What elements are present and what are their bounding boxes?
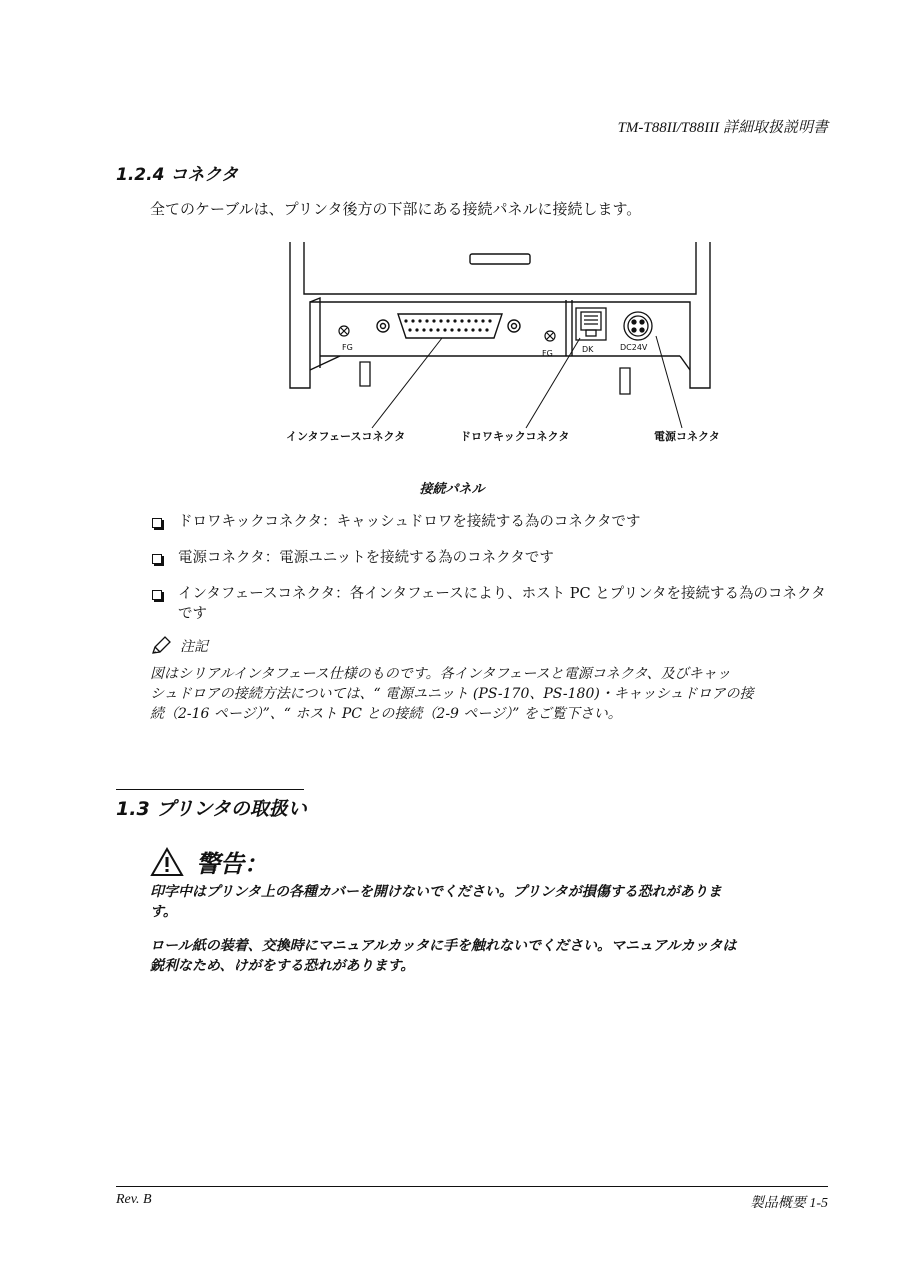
- section-rule: [116, 789, 304, 790]
- note-body: 図はシリアルインタフェース仕様のものです。各インタフェースと電源コネクタ、及びキャッ シュドロアの接続方法については、“ 電源ユニット (PS-170、PS-180)・キャッシュドロアの接 続（2-16 ページ）”、“ ホスト PC との接続（2-9 ページ）” をご覧下さい。: [150, 666, 754, 722]
- label-dk: DK: [582, 345, 594, 354]
- running-header: TM-T88II/T88III 詳細取扱説明書: [617, 120, 828, 136]
- section2-heading: 1.3 プリンタの取扱い: [116, 798, 307, 820]
- connection-panel-figure: [280, 238, 740, 460]
- footer-rule: [116, 1186, 828, 1187]
- fg-screw-left: [339, 326, 349, 336]
- callout-interface: インタフェースコネクタ: [286, 430, 406, 443]
- power-connector: [624, 312, 652, 340]
- section-heading: 1.2.4 コネクタ: [116, 165, 238, 185]
- interface-connector: [377, 314, 520, 338]
- note-heading: [150, 636, 208, 656]
- callout-power: 電源コネクタ: [654, 430, 720, 443]
- bullet-list: [150, 512, 840, 640]
- warning-label: 警告：: [196, 850, 268, 878]
- list-item: 電源コネクタ：電源ユニットを接続する為のコネクタです: [150, 548, 840, 568]
- list-item: ドロワキックコネクタ：キャッシュドロワを接続する為のコネクタです: [150, 512, 840, 532]
- warning-paragraph-2: ロール紙の装着、交換時にマニュアルカッタに手を触れないでください。マニュアルカッタは 鋭利なため、けがをする恐れがあります。: [150, 938, 737, 974]
- figure-caption: 接続パネル: [419, 482, 485, 497]
- note-label: 注記: [180, 639, 208, 655]
- warning-paragraph-1: 印字中はプリンタ上の各種カバーを開けないでください。プリンタが損傷する恐れがありま す。: [150, 884, 722, 920]
- warning-heading: [150, 844, 268, 879]
- warning-triangle-icon: [150, 847, 184, 877]
- label-dc24v: DC24V: [620, 343, 648, 352]
- intro-text: 全てのケーブルは、プリンタ後方の下部にある接続パネルに接続します。: [150, 200, 642, 218]
- callout-drawer: ドロワキックコネクタ: [460, 430, 570, 443]
- label-fg-right: FG: [542, 349, 553, 358]
- label-fg-left: FG: [342, 343, 353, 352]
- checkbox-bullet-icon: [152, 518, 162, 528]
- list-item: インタフェースコネクタ：各インタフェースにより、ホスト PC とプリンタを接続する為のコネクタです: [150, 584, 840, 624]
- checkbox-bullet-icon: [152, 590, 162, 600]
- fg-screw-right: [545, 331, 555, 341]
- feet: [360, 362, 630, 394]
- pencil-icon: [150, 636, 172, 656]
- checkbox-bullet-icon: [152, 554, 162, 564]
- footer-page: 製品概要 1-5: [749, 1196, 828, 1211]
- drawer-kick-connector: [576, 308, 606, 340]
- footer-revision: Rev. B: [116, 1192, 152, 1207]
